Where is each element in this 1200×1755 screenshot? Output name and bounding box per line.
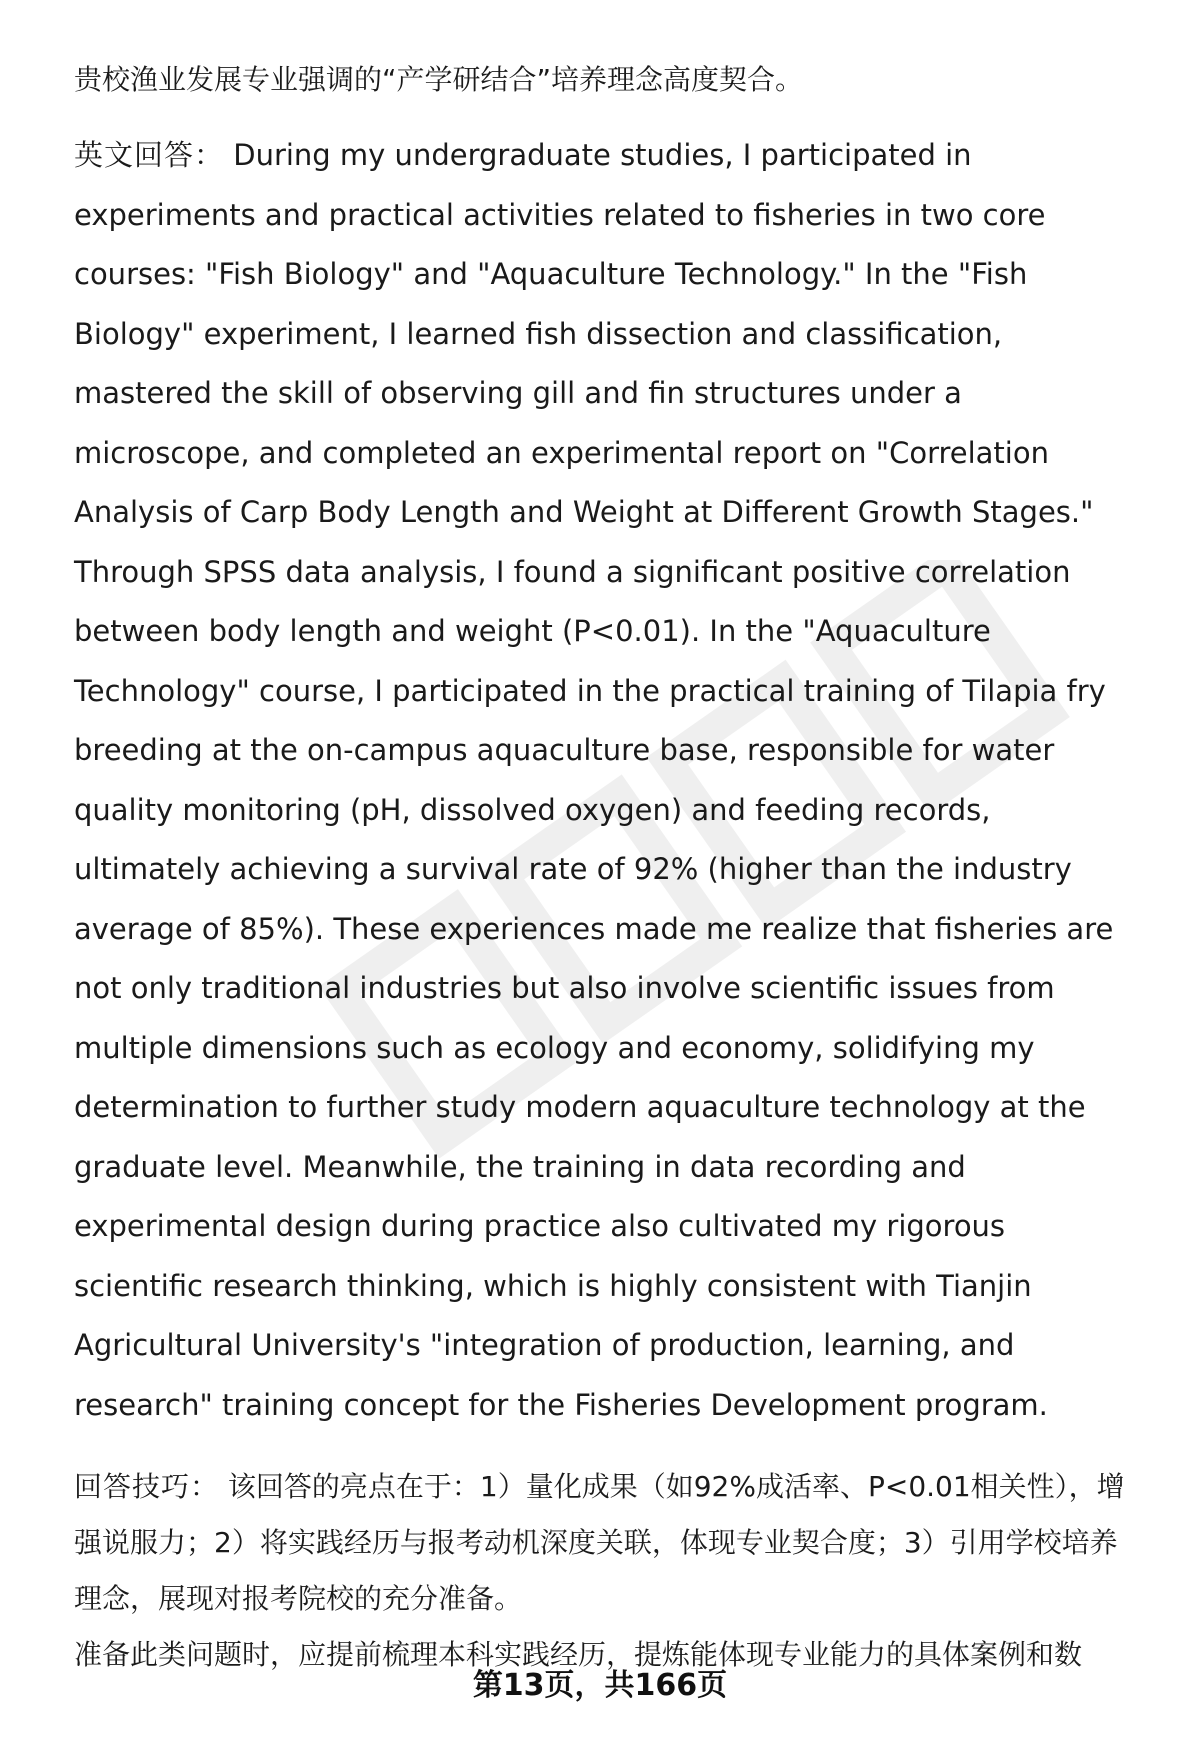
english-answer-paragraph	[74, 126, 1142, 1435]
intro-line: 贵校渔业发展专业强调的“产学研结合”培养理念高度契合。	[74, 63, 804, 96]
answer-tips-paragraph	[74, 1459, 1142, 1627]
answer-tips-text: 该回答的亮点在于：1）量化成果（如92%成活率、P<0.01相关性），增强说服力；2）将实践经历与报考动机深度关联，体现专业契合度；3）引用学校培养理念，展现对报考院校的充分准备。	[74, 1470, 1125, 1615]
english-answer-label: 英文回答：	[74, 138, 225, 172]
preparation-line: 准备此类问题时，应提前梳理本科实践经历，提炼能体现专业能力的具体案例和数	[74, 1638, 1083, 1671]
english-answer-text: During my undergraduate studies, I participated in experiments and practical activities related to fisheries in two core courses: "Fish Biology" and "Aquaculture Technology." In the "Fish Biology" experiment, I learned fish dissection and classification, mastered the skill of observing gill and fin structures under a microscope, and completed an experimental report on "Correlation Analysis of Carp Body Length and Weight at Different Growth Stages." Through SPSS data analysis, I found a significant positive correlation between body length and weight (P<0.01). In the "Aquaculture Technology" course, I participated in the practical training of Tilapia fry breeding at the on-campus aquaculture base, responsible for water quality monitoring (pH, dissolved oxygen) and feeding records, ultimately achieving a survival rate of 92% (higher than the industry average of 85%). These experiences made me realize that fisheries are not only traditional industries but also involve scientific issues from multiple dimensions such as ecology and economy, solidifying my determination to further study modern aquaculture technology at the graduate level. Meanwhile, the training in data recording and experimental design during practice also cultivated my rigorous scientific research thinking, which is highly consistent with Tianjin Agricultural University's "integration of production, learning, and research" training concept for the Fisheries Development program.	[74, 138, 1114, 1422]
page-footer: 第13页，共166页	[472, 1668, 728, 1703]
answer-tips-label: 回答技巧：	[74, 1470, 220, 1503]
